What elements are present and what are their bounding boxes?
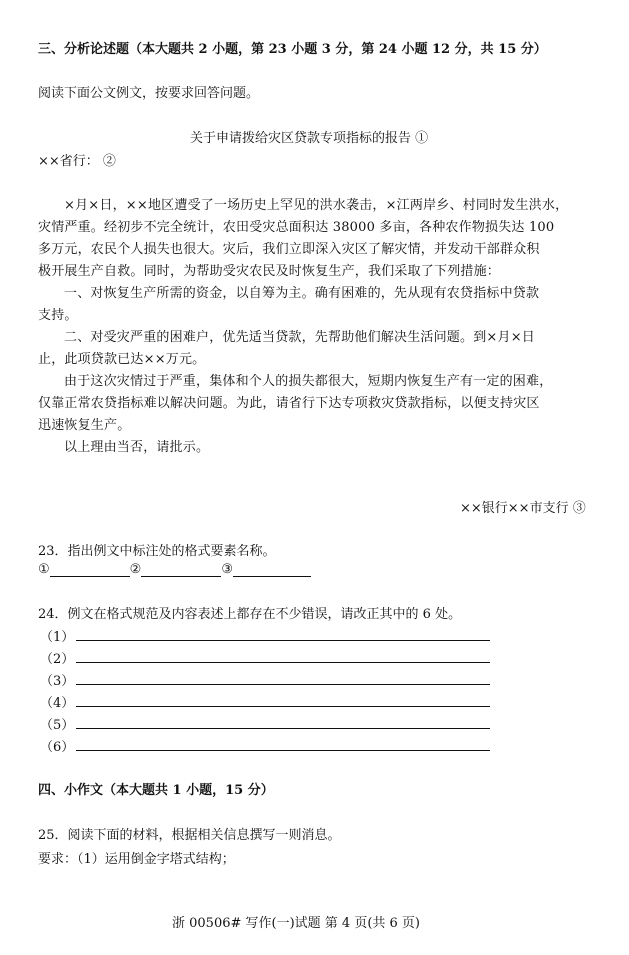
q23-answer-row: [38, 562, 311, 577]
q24-item-label: （6）: [40, 740, 75, 755]
section-4-heading: 四、小作文（本大题共 1 小题，15 分）: [38, 783, 274, 798]
q23-blank-2[interactable]: [141, 564, 221, 577]
q24-answer-line-1[interactable]: [76, 640, 490, 641]
q23-blank-1[interactable]: [50, 564, 130, 577]
body-line-7: 二、对受灾严重的困难户，优先适当贷款，先帮助他们解决生活问题。到×月×日: [64, 330, 535, 345]
q25-requirement: 要求：（1）运用倒金字塔式结构；: [38, 852, 235, 867]
q24-item-label: （2）: [40, 652, 75, 667]
q24-answer-line-2[interactable]: [76, 662, 490, 663]
body-line-5: 一、对恢复生产所需的资金，以自筹为主。确有困难的，先从现有农贷指标中贷款: [64, 286, 540, 301]
q23-marker-2: ②: [129, 562, 142, 577]
question-24: 24．例文在格式规范及内容表述上都存在不少错误，请改正其中的 6 处。: [38, 607, 462, 622]
body-line-9: 由于这次灾情过于严重，集体和个人的损失都很大，短期内恢复生产有一定的困难，: [64, 374, 553, 389]
question-23: 23．指出例文中标注处的格式要素名称。: [38, 544, 276, 559]
q23-marker-3: ③: [221, 562, 233, 577]
q24-item-label: （1）: [40, 630, 75, 645]
body-line-10: 仅靠正常农贷指标难以解决问题。为此，请省行下达专项救灾贷款指标，以便支持灾区: [38, 396, 540, 411]
body-line-1: ×月×日，××地区遭受了一场历史上罕见的洪水袭击，×江两岸乡、村同时发生洪水，: [64, 198, 569, 213]
document-addressee: ××省行： ②: [38, 154, 116, 169]
section-3-intro: 阅读下面公文例文，按要求回答问题。: [38, 86, 260, 101]
body-line-12: 以上理由当否，请批示。: [64, 440, 210, 455]
q24-item-label: （5）: [40, 718, 75, 733]
body-line-6: 支持。: [38, 308, 78, 323]
q24-item-label: （3）: [40, 674, 75, 689]
q24-answer-line-6[interactable]: [76, 750, 490, 751]
body-line-4: 极开展生产自救。同时，为帮助受灾农民及时恢复生产，我们采取了下列措施：: [38, 264, 501, 279]
q24-answer-line-3[interactable]: [76, 684, 490, 685]
q24-item-label: （4）: [40, 696, 75, 711]
q23-marker-1: ①: [38, 562, 50, 577]
document-signature: ××银行××市支行 ③: [460, 501, 586, 516]
document-title: 关于申请拨给灾区贷款专项指标的报告 ①: [190, 131, 429, 146]
q23-blank-3[interactable]: [233, 564, 311, 577]
body-line-3: 多万元，农民个人损失也很大。灾后，我们立即深入灾区了解灾情，并发动干部群众积: [38, 242, 540, 257]
body-line-11: 迅速恢复生产。: [38, 418, 131, 433]
body-line-8: 止，此项贷款已达××万元。: [38, 352, 206, 367]
body-line-2: 灾情严重。经初步不完全统计，农田受灾总面积达 38000 多亩，各种农作物损失达 100: [38, 220, 555, 235]
question-25: 25．阅读下面的材料，根据相关信息撰写一则消息。: [38, 828, 341, 843]
q24-answer-line-5[interactable]: [76, 728, 490, 729]
section-3-heading: 三、分析论述题（本大题共 2 小题，第 23 小题 3 分，第 24 小题 12 分，共 15 分）: [38, 42, 547, 57]
q24-answer-line-4[interactable]: [76, 706, 490, 707]
page-footer: 浙 00506# 写作(一)试题 第 4 页(共 6 页): [172, 916, 421, 931]
